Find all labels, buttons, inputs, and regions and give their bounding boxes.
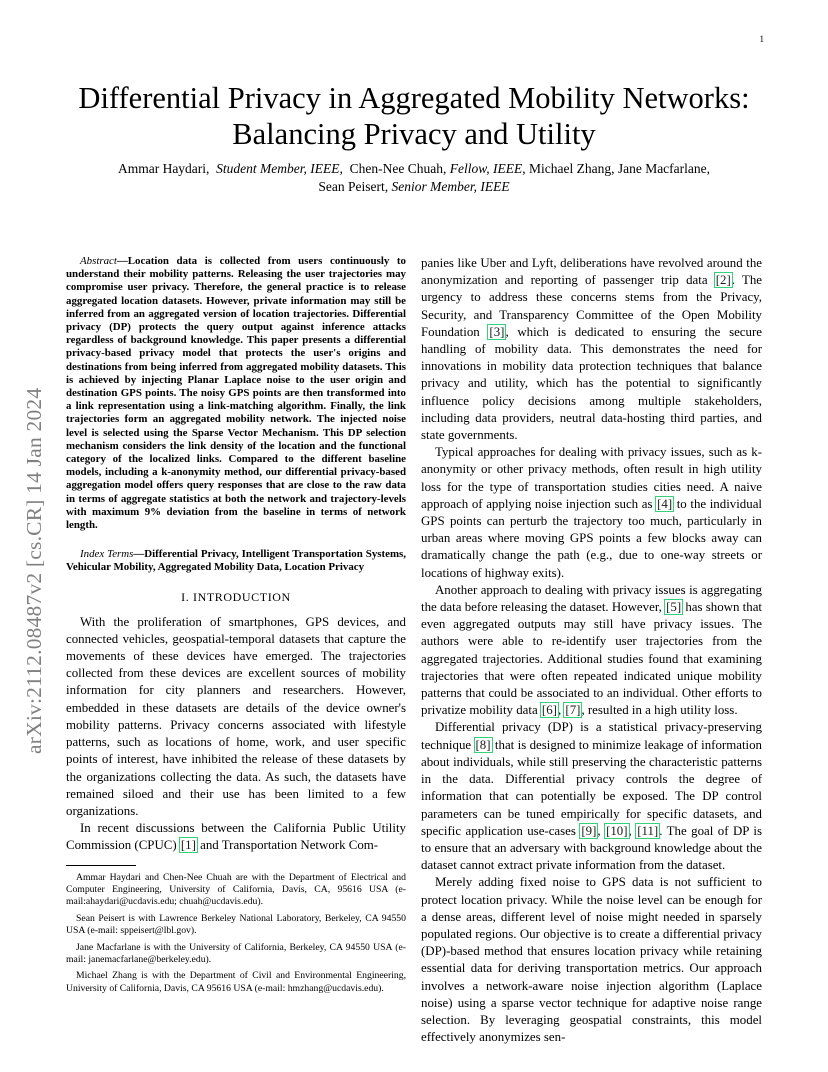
text-run: , [557, 703, 565, 718]
index-terms-text: —Differential Privacy, Intelligent Transportation Systems, Vehicular Mobility, Aggregated Mobility Data, Location Privacy [66, 548, 407, 574]
citation-link[interactable]: [6] [541, 703, 557, 718]
citation-link[interactable]: [11] [637, 823, 659, 838]
intro-paragraph: With the proliferation of smartphones, GPS devices, and connected vehicles, geospatial-temporal datasets that capture the movements of these devices have emerged. The trajectories collected from these devices are excellent sources of mobility information for city planners and researchers. However, embedded in these datasets are details of the device owner's mobility patterns. Privacy concerns associated with lifestyle patterns, such as locations of home, work, and user specific points of interest, have inhibited the release of these datasets by the organizations collecting the data. As such, the datasets have remained siloed and their use has been limited to a few organizations. [66, 614, 406, 818]
footnote: Ammar Haydari and Chen-Nee Chuah are with the Department of Electrical and Computer Engineering, University of California, Davis, CA, 95616 USA (e-mail:ahaydari@ucdavis.edu; chuah@ucdavis.edu). [66, 871, 406, 908]
author-membership: Student Member, IEEE, [216, 161, 343, 176]
abstract [66, 255, 406, 532]
author-list [60, 160, 768, 196]
text-run: panies like Uber and Lyft, deliberations have revolved around the anonymization and reporting of passenger trip data [421, 256, 762, 288]
text-run: has shown that even aggregated outputs may still have privacy issues. The authors were able to re-identify user trajectories from the aggregated trajectories. Additional studies found that examining trajectories that were often repeated indicated unique mobility patterns that could be associated to an individual. Other efforts to privatize mobility data [421, 600, 763, 718]
text-run: , [628, 823, 637, 838]
intro-paragraph [421, 255, 762, 444]
text-run: , which is dedicated to ensuring the secure handling of mobility data. This demonstrates the need for innovations in mobility data protection techniques that balance privacy and utility, which has the potential to significantly influence policy decisions among multiple stakeholders, including data providers, neutral data-hosting third parties, and state governments. [421, 324, 762, 443]
text-run: to the individual GPS points can perturb the trajectory too much, particularly in urban areas where moving GPS points a few blocks away can dramatically change the path (e.g., due to one-way streets or locations of highway exits). [421, 496, 763, 580]
right-column [421, 255, 762, 1046]
citation-link[interactable]: [10] [606, 823, 628, 838]
paper-title: Differential Privacy in Aggregated Mobility Networks: Balancing Privacy and Utility [78, 81, 750, 151]
author-membership: Senior Member, IEEE [391, 179, 510, 194]
abstract-label: Abstract [80, 255, 117, 267]
author-membership: Fellow, IEEE [449, 161, 523, 176]
footnote-divider [66, 865, 136, 866]
citation-link[interactable]: [2] [715, 273, 731, 288]
footnote: Michael Zhang is with the Department of Civil and Environmental Engineering, University of California, Davis, CA 95616 USA (e-mail: hmzhang@ucdavis.edu). [66, 970, 406, 994]
footnote: Jane Macfarlane is with the University of California, Berkeley, CA 94550 USA (e-mail: janemacfarlane@berkeley.edu). [66, 941, 406, 965]
page-number: 1 [759, 34, 764, 44]
author-name: Ammar Haydari, [117, 161, 210, 176]
intro-paragraph [421, 719, 762, 874]
text-run: . The goal of DP is to ensure that an adversary with background knowledge about the dataset cannot extract private information from the dataset. [421, 823, 762, 873]
abstract-text: —Location data is collected from users continuously to understand their mobility patterns. Releasing the user trajectories may compromise user privacy. Therefore, the general practice is to release aggregated location datasets. However, private information may still be inferred from an aggregated version of location trajectories. Differential privacy (DP) protects the query output against inference attacks regardless of background knowledge. This paper presents a differential privacy-based privacy model that protects the user's origins and destinations from being inferred from aggregated mobility datasets. This is achieved by injecting Planar Laplace noise to the user origin and destination GPS points. The noisy GPS points are then transformed into a link representation using a link-matching algorithm. Finally, the link trajectories form an aggregated mobility network. The injected noise level is selected using the Sparse Vector Mechanism. This DP selection mechanism considers the link density of the location and the functional category of the localized links. Compared to the different baseline models, including a k-anonymity method, our differential privacy-based aggregation model offers query responses that are close to the raw data in terms of aggregate statistics at both the network and trajectory-levels with maximum 9% deviation from the baseline in terms of network length. [66, 255, 406, 532]
citation-link[interactable]: [5] [666, 600, 682, 615]
text-run: Typical approaches for dealing with privacy issues, such as k-anonymity or other privacy methods, often result in high utility loss for the type of transportation studies cities need. A naive approach of applying noise injection such as [421, 445, 762, 511]
footnote: Sean Peisert is with Lawrence Berkeley National Laboratory, Berkeley, CA 94550 USA (e-mail: sppeisert@lbl.gov). [66, 912, 406, 937]
text-run: and Transportation Network Com- [196, 838, 379, 853]
text-run: that is designed to minimize leakage of information about individuals, while still preserving the characteristic patterns in the data. Differential privacy controls the degree of information that can potentially be exposed. The DP control parameters can be tuned empirically for specific datasets, and specific application use-cases [421, 737, 762, 838]
section-heading-introduction: I. INTRODUCTION [181, 589, 291, 604]
left-column [66, 255, 406, 999]
citation-link[interactable]: [3] [489, 324, 505, 339]
arxiv-identifier-stamp[interactable]: arXiv:2112.08487v2 [cs.CR] 14 Jan 2024 [22, 387, 46, 754]
intro-paragraph: Merely adding fixed noise to GPS data is not sufficient to protect location privacy. While the noise level can be enough for a dense areas, different level of noise might needed in sparsely populated regions. Our objective is to create a differential privacy (DP)-based method that ensures location privacy while retaining essential data for deriving transportation metrics. Our approach involves a network-aware noise injection algorithm (Laplace noise) using a sparse vector technique for adaptive noise range selection. By leveraging geospatial constraints, this model effectively anonymizes sen- [421, 875, 762, 1045]
citation-link[interactable]: [4] [657, 496, 673, 511]
text-run: In recent discussions between the California Public Utility Commission (CPUC) [66, 821, 406, 853]
citation-link[interactable]: [7] [565, 703, 581, 718]
author-name: Chen-Nee Chuah, [349, 161, 447, 176]
intro-paragraph [66, 820, 406, 854]
author-name: , Michael Zhang, Jane Macfarlane, [522, 161, 711, 176]
index-terms-label: Index Terms [80, 548, 134, 561]
citation-link[interactable]: [1] [180, 838, 196, 853]
intro-paragraph [421, 444, 762, 582]
text-run: , resulted in a high utility loss. [581, 703, 738, 718]
intro-paragraph [421, 582, 762, 720]
text-run: . The urgency to address these concerns stems from the Privacy, Security, and Transparency Committee of the Open Mobility Foundation [421, 273, 762, 339]
author-name: Sean Peisert, [318, 179, 389, 194]
citation-link[interactable]: [9] [581, 823, 597, 838]
text-run: Differential privacy (DP) is a statistical privacy-preserving technique [421, 720, 762, 752]
text-run: Another approach to dealing with privacy issues is aggregating the data before releasing the dataset. However, [421, 582, 762, 615]
citation-link[interactable]: [8] [475, 737, 491, 752]
index-terms [66, 548, 406, 574]
text-run: , [597, 823, 606, 838]
